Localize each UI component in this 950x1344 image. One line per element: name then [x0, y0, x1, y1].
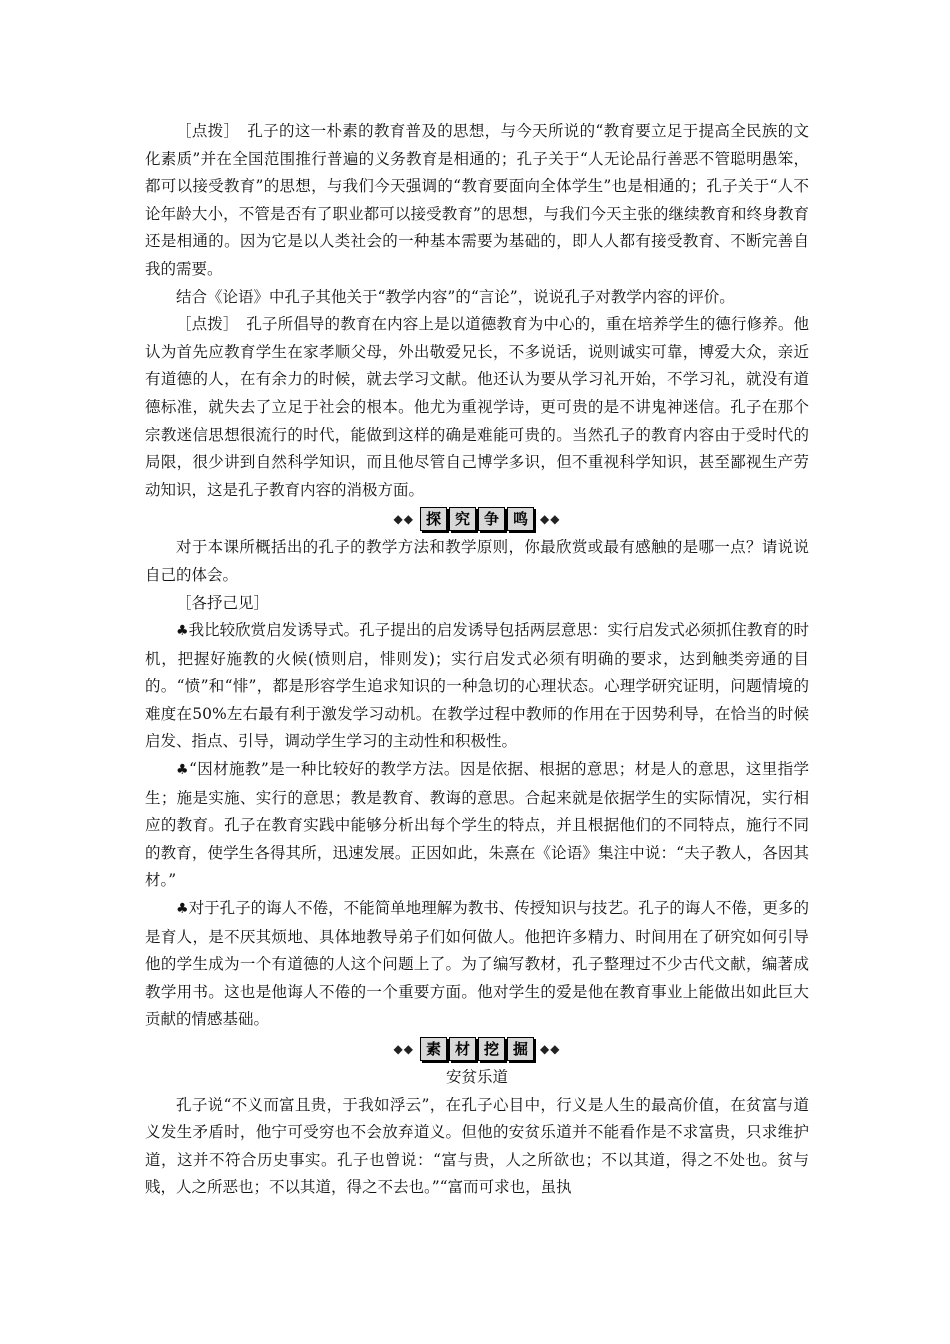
section-title-char: 鸣	[507, 507, 534, 531]
opinions-label: ［各抒己见］	[176, 593, 270, 612]
opinion-text: “因材施教”是一种比较好的教学方法。因是依据、根据的意思；材是人的意思，这里指学生；施是实施、实行的意思；教是教育、教诲的意思。合起来就是依据学生的实际情况，实行相应的教育。孔子在教育实践中能够分析出每个学生的特点，并且根据他们的不同特点，施行不同的教育，使学生各得其所，迅速发展。正因如此，朱熹在《论语》集注中说：“夫子教人，各因其材。”	[145, 760, 809, 890]
section-heading-material	[145, 1034, 809, 1064]
material-paragraph: 孔子说“不义而富且贵，于我如浮云”，在孔子心目中，行义是人生的最高价值，在贫富与道义发生矛盾时，他宁可受穷也不会放弃道义。但他的安贫乐道并不能看作是不求富贵，只求维护道，这并不符合历史事实。孔子也曾说：“富与贵，人之所欲也；不以其道，得之不处也。贫与贱，人之所恶也；不以其道，得之不去也。”“富而可求也，虽执	[145, 1095, 809, 1197]
section-title-char: 争	[478, 507, 505, 531]
material-title: 安贫乐道	[445, 1068, 508, 1086]
section-heading-explore	[145, 504, 809, 534]
club-icon: ♣	[176, 901, 189, 918]
opinion-paragraph	[145, 617, 809, 756]
opinion-paragraph	[145, 756, 809, 895]
opinion-text: 我比较欣赏启发诱导式。孔子提出的启发诱导包括两层意思：实行启发式必须抓住教育的时机，把握好施教的火候(愤则启，悱则发)；实行启发式必须有明确的要求，达到触类旁通的目的。“愤”和“悱”，都是形容学生追求知识的一种急切的心理状态。心理学研究证明，问题情境的难度在50%左右最有利于激发学习动机。在教学过程中教师的作用在于因势利导，在恰当的时候启发、指点、引导，调动学生学习的主动性和积极性。	[145, 621, 809, 751]
section-title-char: 材	[449, 1037, 476, 1061]
diamond-decoration-right: ◆◆	[540, 1042, 561, 1056]
section-title-char: 掘	[507, 1037, 534, 1061]
diamond-decoration-left: ◆◆	[393, 1042, 414, 1056]
opinion-text: 对于孔子的诲人不倦，不能简单地理解为教书、传授知识与技艺。孔子的诲人不倦，更多的是育人，是不厌其烦地、具体地教导弟子们如何做人。他把许多精力、时间用在了研究如何引导他的学生成为一个有道德的人这个问题上了。为了编写教材，孔子整理过不少古代文献，编著成教学用书。这也是他诲人不倦的一个重要方面。他对学生的爱是他在教育事业上能做出如此巨大贡献的情感基础。	[145, 899, 809, 1029]
section-title-char: 挖	[478, 1037, 505, 1061]
diamond-decoration-left: ◆◆	[393, 512, 414, 527]
section-title-char: 探	[420, 507, 447, 531]
opinion-paragraph	[145, 895, 809, 1034]
document-page	[145, 118, 809, 1202]
paragraph-hint-1: ［点拨］ 孔子的这一朴素的教育普及的思想，与今天所说的“教育要立足于提高全民族的文化素质”并在全国范围推行普遍的义务教育是相通的；孔子关于“人无论品行善恶不管聪明愚笨，都可以接受教育”的思想，与我们今天强调的“教育要面向全体学生”也是相通的；孔子关于“人不论年龄大小，不管是否有了职业都可以接受教育”的思想，与我们今天主张的继续教育和终身教育还是相通的。因为它是以人类社会的一种基本需要为基础的，即人人都有接受教育、不断完善自我的需要。	[145, 122, 809, 278]
club-icon: ♣	[176, 623, 189, 640]
section-title-char: 素	[420, 1037, 447, 1061]
section-title-char: 究	[449, 507, 476, 531]
club-icon: ♣	[176, 762, 189, 779]
paragraph-hint-2: ［点拨］ 孔子所倡导的教育在内容上是以道德教育为中心的，重在培养学生的德行修养。他认为首先应教育学生在家孝顺父母，外出敬爱兄长，不多说话，说则诚实可靠，博爱大众，亲近有道德的人，在有余力的时候，就去学习文献。他还认为要从学习礼开始，不学习礼，就没有道德标准，就失去了立足于社会的根本。他尤为重视学诗，更可贵的是不讲鬼神迷信。孔子在那个宗教迷信思想很流行的时代，能做到这样的确是难能可贵的。当然孔子的教育内容由于受时代的局限，很少讲到自然科学知识，而且他尽管自己博学多识，但不重视科学知识，甚至鄙视生产劳动知识，这是孔子教育内容的消极方面。	[145, 315, 809, 499]
discussion-question: 对于本课所概括出的孔子的教学方法和教学原则，你最欣赏或最有感触的是哪一点？请说说自己的体会。	[145, 538, 809, 584]
section-title-material	[420, 1037, 534, 1061]
paragraph-question-2: 结合《论语》中孔子其他关于“教学内容”的“言论”，说说孔子对教学内容的评价。	[176, 287, 735, 306]
section-title-explore	[420, 507, 534, 531]
diamond-decoration-right: ◆◆	[540, 512, 561, 527]
